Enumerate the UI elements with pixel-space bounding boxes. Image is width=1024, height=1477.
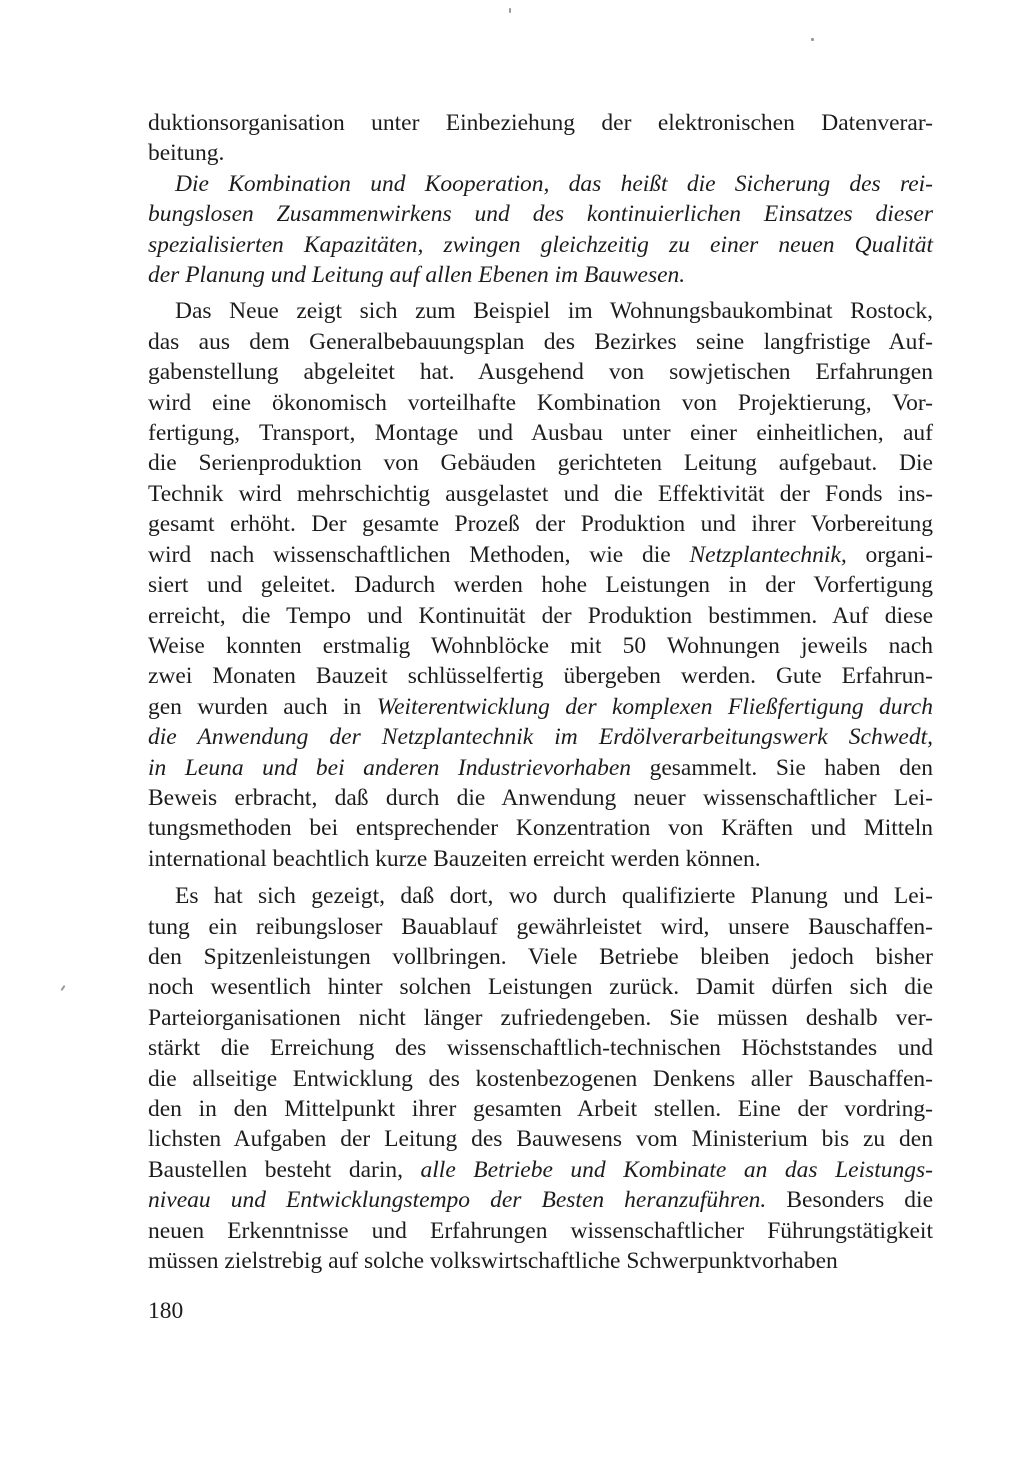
text-line	[148, 418, 933, 448]
italic-run: alle Betriebe und Kombinate an das Leistungs-	[420, 1156, 934, 1183]
text-line	[148, 1124, 933, 1154]
text-line	[148, 448, 933, 478]
text-line	[148, 942, 933, 972]
text-run: wird nach wissenschaftlichen Methoden, wie die	[148, 541, 690, 568]
text-line	[148, 199, 933, 229]
text-line	[148, 1155, 933, 1185]
text-line	[148, 881, 933, 911]
scan-speck	[60, 985, 65, 991]
text-line	[148, 972, 933, 1002]
text-line	[148, 296, 933, 326]
text-run: beitung.	[148, 140, 225, 167]
text-run: organi-	[846, 541, 933, 568]
italic-run: Netzplantechnik,	[689, 541, 847, 568]
text-line	[148, 388, 933, 418]
text-run: Das Neue zeigt sich zum Beispiel im Wohnungsbaukombinat Rostock,	[175, 298, 933, 325]
text-run: Beweis erbracht, daß durch die Anwendung neuer wissenschaftlicher Lei-	[148, 784, 933, 811]
italic-run: spezialisierten Kapazitäten, zwingen gleichzeitig zu einer neuen Qualität	[148, 231, 933, 258]
text-line	[148, 631, 933, 661]
text-run: gen wurden auch in	[148, 693, 377, 720]
text-line	[148, 357, 933, 387]
text-run: wird eine ökonomisch vorteilhafte Kombination von Projektierung, Vor-	[148, 389, 933, 416]
text-run: gesamt erhöht. Der gesamte Prozeß der Produktion und ihrer Vorbereitung	[148, 511, 933, 538]
text-line	[148, 783, 933, 813]
text-line	[148, 1216, 933, 1246]
italic-run: in Leuna und bei anderen Industrievorhaben	[148, 754, 632, 781]
text-line	[148, 1064, 933, 1094]
italic-run: niveau und Entwicklungstempo der Besten heranzuführen.	[148, 1187, 767, 1214]
text-run: gabenstellung abgeleitet hat. Ausgehend von sowjetischen Erfahrungen	[148, 359, 933, 386]
text-line	[148, 1246, 933, 1276]
italic-run: Die Kombination und Kooperation, das heißt die Sicherung des rei-	[175, 170, 933, 197]
text-line	[148, 230, 933, 260]
text-line	[148, 661, 933, 691]
page-number: 180	[148, 1298, 184, 1324]
text-run: Besonders die	[766, 1187, 934, 1214]
text-line	[148, 1094, 933, 1124]
paragraph	[148, 108, 933, 169]
paragraph	[148, 881, 933, 1276]
text-run: gesammelt. Sie haben den	[631, 754, 934, 781]
text-line	[148, 479, 933, 509]
text-line	[148, 260, 933, 290]
text-run: den Spitzenleistungen vollbringen. Viele Betriebe bleiben jedoch bisher	[148, 943, 933, 970]
text-run: müssen zielstrebig auf solche volkswirtschaftliche Schwerpunktvorhaben	[148, 1248, 838, 1275]
text-line	[148, 169, 933, 199]
text-run: Technik wird mehrschichtig ausgelastet und die Effektivität der Fonds ins-	[148, 480, 933, 507]
text-run: den in den Mittelpunkt ihrer gesamten Arbeit stellen. Eine der vordring-	[148, 1096, 933, 1122]
text-line	[148, 570, 933, 600]
text-run: die Serienproduktion von Gebäuden gerichteten Leitung aufgebaut. Die	[148, 450, 933, 477]
scan-speck	[509, 8, 511, 13]
text-run: stärkt die Erreichung des wissenschaftlich-technischen Höchststandes und	[148, 1035, 933, 1062]
scan-speck	[811, 38, 814, 41]
text-run: lichsten Aufgaben der Leitung des Bauwesens vom Ministerium bis zu den	[148, 1126, 933, 1153]
text-line	[148, 540, 933, 570]
text-run: die allseitige Entwicklung des kostenbezogenen Denkens aller Bauschaffen-	[148, 1065, 933, 1092]
page-body	[148, 108, 933, 1276]
text-line	[148, 601, 933, 631]
text-line	[148, 753, 933, 783]
text-line	[148, 844, 933, 874]
text-line	[148, 722, 933, 752]
text-line	[148, 509, 933, 539]
text-line	[148, 912, 933, 942]
text-run: Baustellen besteht darin,	[148, 1156, 421, 1183]
text-run: international beachtlich kurze Bauzeiten erreicht werden können.	[148, 845, 761, 872]
text-run: fertigung, Transport, Montage und Ausbau unter einer einheitlichen, auf	[148, 420, 933, 447]
text-run: Parteiorganisationen nicht länger zufriedengeben. Sie müssen deshalb ver-	[148, 1004, 933, 1031]
paragraph	[148, 296, 933, 874]
text-run: Weise konnten erstmalig Wohnblöcke mit 50 Wohnungen jeweils nach	[148, 632, 933, 659]
text-run: Es hat sich gezeigt, daß dort, wo durch qualifizierte Planung und Lei-	[175, 883, 933, 910]
text-line	[148, 138, 933, 168]
text-run: siert und geleitet. Dadurch werden hohe Leistungen in der Vorfertigung	[148, 572, 933, 599]
text-line	[148, 1033, 933, 1063]
text-line	[148, 692, 933, 722]
text-run: erreicht, die Tempo und Kontinuität der Produktion bestimmen. Auf diese	[148, 602, 933, 629]
text-run: neuen Erkenntnisse und Erfahrungen wissenschaftlicher Führungstätigkeit	[148, 1217, 933, 1244]
text-run: zwei Monaten Bauzeit schlüsselfertig übergeben werden. Gute Erfahrun-	[148, 663, 933, 690]
paragraph	[148, 169, 933, 291]
italic-run: bungslosen Zusammenwirkens und des kontinuierlichen Einsatzes dieser	[148, 201, 933, 228]
text-line	[148, 1185, 933, 1215]
italic-run: Weiterentwicklung der komplexen Fließfertigung durch	[376, 693, 933, 720]
text-run: noch wesentlich hinter solchen Leistungen zurück. Damit dürfen sich die	[148, 974, 933, 1001]
text-run: tungsmethoden bei entsprechender Konzentration von Kräften und Mitteln	[148, 815, 933, 842]
text-run: tung ein reibungsloser Bauablauf gewährleistet wird, unsere Bauschaffen-	[148, 913, 933, 940]
text-line	[148, 108, 933, 138]
text-run: das aus dem Generalbebauungsplan des Bezirkes seine langfristige Auf-	[148, 328, 933, 355]
text-run: duktionsorganisation unter Einbeziehung der elektronischen Datenverar-	[148, 110, 933, 136]
text-line	[148, 327, 933, 357]
text-line	[148, 813, 933, 843]
italic-run: der Planung und Leitung auf allen Ebenen im Bauwesen.	[148, 262, 686, 289]
italic-run: die Anwendung der Netzplantechnik im Erdölverarbeitungswerk Schwedt,	[148, 724, 933, 751]
text-line	[148, 1003, 933, 1033]
